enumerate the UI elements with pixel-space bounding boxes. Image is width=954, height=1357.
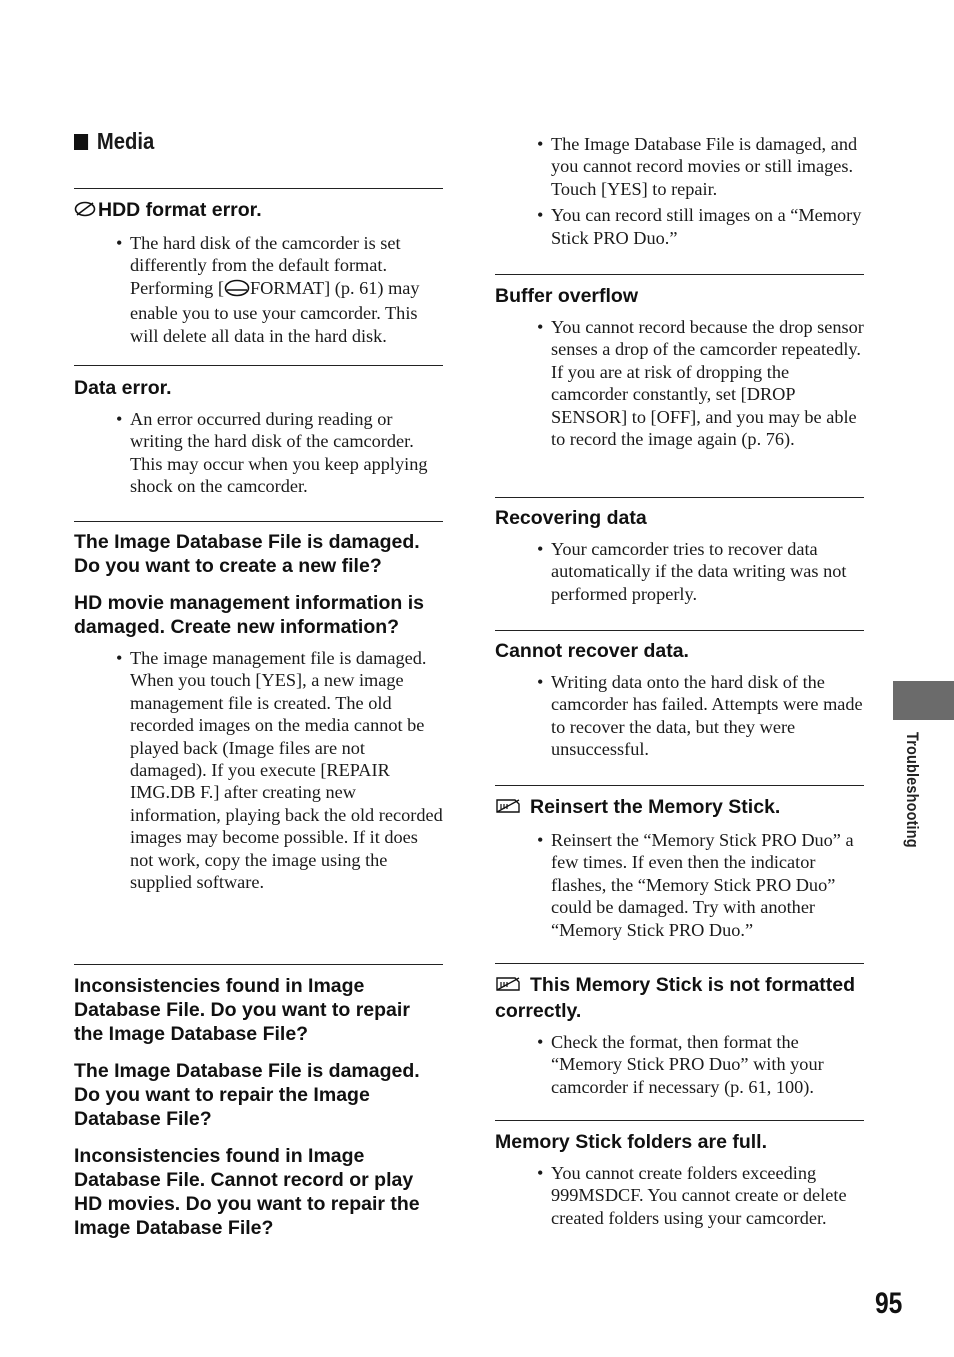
hdd-icon bbox=[224, 279, 250, 302]
image-db-repair-continued bbox=[495, 133, 864, 249]
folders-full-heading: Memory Stick folders are full. bbox=[495, 1131, 768, 1153]
bullet-text-part-1: The hard disk of the camcorder is set differently from the default format. Performing [ bbox=[130, 233, 401, 298]
hdd-format-error-bullet bbox=[74, 232, 443, 347]
image-db-create-bullet: • The image management file is damaged. When you touch [YES], a new image management file is created. The old recorded images on the media cannot be played back (Image files are not damaged). If you execute [REPAIR IMG.DB F.] after creating new information, playing back the old recorded images may become possible. If it does not work, copy the image using the supplied software. bbox=[74, 647, 443, 893]
not-formatted-heading bbox=[495, 973, 864, 1023]
hdd-format-error-text: HDD format error. bbox=[98, 199, 262, 221]
image-db-repair-heading-1: Inconsistencies found in Image Database File. Do you want to repair the Image Database File? bbox=[74, 975, 410, 1045]
recovering-data-bullet: • Your camcorder tries to recover data automatically if the data writing was not performed properly. bbox=[495, 538, 864, 605]
hdd-format-error-heading bbox=[74, 198, 443, 224]
hdd-error-icon bbox=[74, 200, 98, 224]
image-db-repair-bullet-1: • The Image Database File is damaged, and you cannot record movies or still images. Touch [YES] to repair. bbox=[495, 133, 864, 200]
side-tab-label: Troubleshooting bbox=[903, 732, 922, 848]
reinsert-bullet: • Reinsert the “Memory Stick PRO Duo” a few times. If even then the indicator flashes, the “Memory Stick PRO Duo” could be damaged. Try with another “Memory Stick PRO Duo.” bbox=[495, 829, 864, 941]
data-error-bullet: • An error occurred during reading or writing the hard disk of the camcorder. This may occur when you keep applying shock on the camcorder. bbox=[74, 408, 443, 498]
memory-stick-icon bbox=[495, 797, 530, 821]
image-db-repair-bullet-2: • You can record still images on a “Memory Stick PRO Duo.” bbox=[495, 204, 864, 249]
image-db-create-section bbox=[74, 521, 443, 893]
recovering-data-section bbox=[495, 497, 864, 605]
data-error-section bbox=[74, 365, 443, 498]
cannot-recover-heading: Cannot recover data. bbox=[495, 640, 689, 662]
buffer-overflow-section bbox=[495, 274, 864, 450]
section-title bbox=[74, 128, 154, 155]
image-db-repair-heading-2: The Image Database File is damaged. Do you want to repair the Image Database File? bbox=[74, 1060, 420, 1130]
image-db-repair-heading-3: Inconsistencies found in Image Database File. Cannot record or play HD movies. Do you want to repair the Image Database File? bbox=[74, 1145, 420, 1239]
page-number: 95 bbox=[875, 1287, 903, 1320]
image-db-repair-section bbox=[74, 964, 443, 1240]
buffer-overflow-bullet: • You cannot record because the drop sensor senses a drop of the camcorder repeatedly. If you are at risk of dropping the camcorder constantly, set [DROP SENSOR] to [OFF], and you may be able to record the image again (p. 76). bbox=[495, 316, 864, 450]
data-error-heading: Data error. bbox=[74, 377, 172, 399]
not-formatted-bullet: • Check the format, then format the “Memory Stick PRO Duo” with your camcorder if necessary (p. 61, 100). bbox=[495, 1031, 864, 1098]
recovering-data-heading: Recovering data bbox=[495, 507, 647, 529]
hdd-format-error-section bbox=[74, 188, 443, 347]
buffer-overflow-heading: Buffer overflow bbox=[495, 285, 639, 307]
not-formatted-section bbox=[495, 963, 864, 1098]
image-db-create-heading-1: The Image Database File is damaged. Do you want to create a new file? bbox=[74, 531, 420, 577]
memory-stick-icon bbox=[495, 975, 530, 999]
reinsert-section bbox=[495, 785, 864, 941]
folders-full-section bbox=[495, 1120, 864, 1229]
reinsert-heading-text: Reinsert the Memory Stick. bbox=[530, 796, 781, 818]
side-tab-marker bbox=[893, 681, 954, 720]
cannot-recover-section bbox=[495, 630, 864, 761]
not-formatted-heading-text: This Memory Stick is not formatted correctly. bbox=[495, 974, 856, 1022]
reinsert-heading bbox=[495, 795, 864, 821]
black-square-icon bbox=[74, 134, 88, 150]
image-db-create-heading-2: HD movie management information is damaged. Create new information? bbox=[74, 592, 424, 638]
bullet-text-part-2: FORMAT] (p. 61) may enable you to use your camcorder. This will delete all data in the hard disk. bbox=[130, 277, 420, 346]
folders-full-bullet: • You cannot create folders exceeding 999MSDCF. You cannot create or delete created folders using your camcorder. bbox=[495, 1162, 864, 1229]
section-title-text: Media bbox=[96, 128, 155, 154]
cannot-recover-bullet: • Writing data onto the hard disk of the camcorder has failed. Attempts were made to recover the data, but they were unsuccessful. bbox=[495, 671, 864, 761]
